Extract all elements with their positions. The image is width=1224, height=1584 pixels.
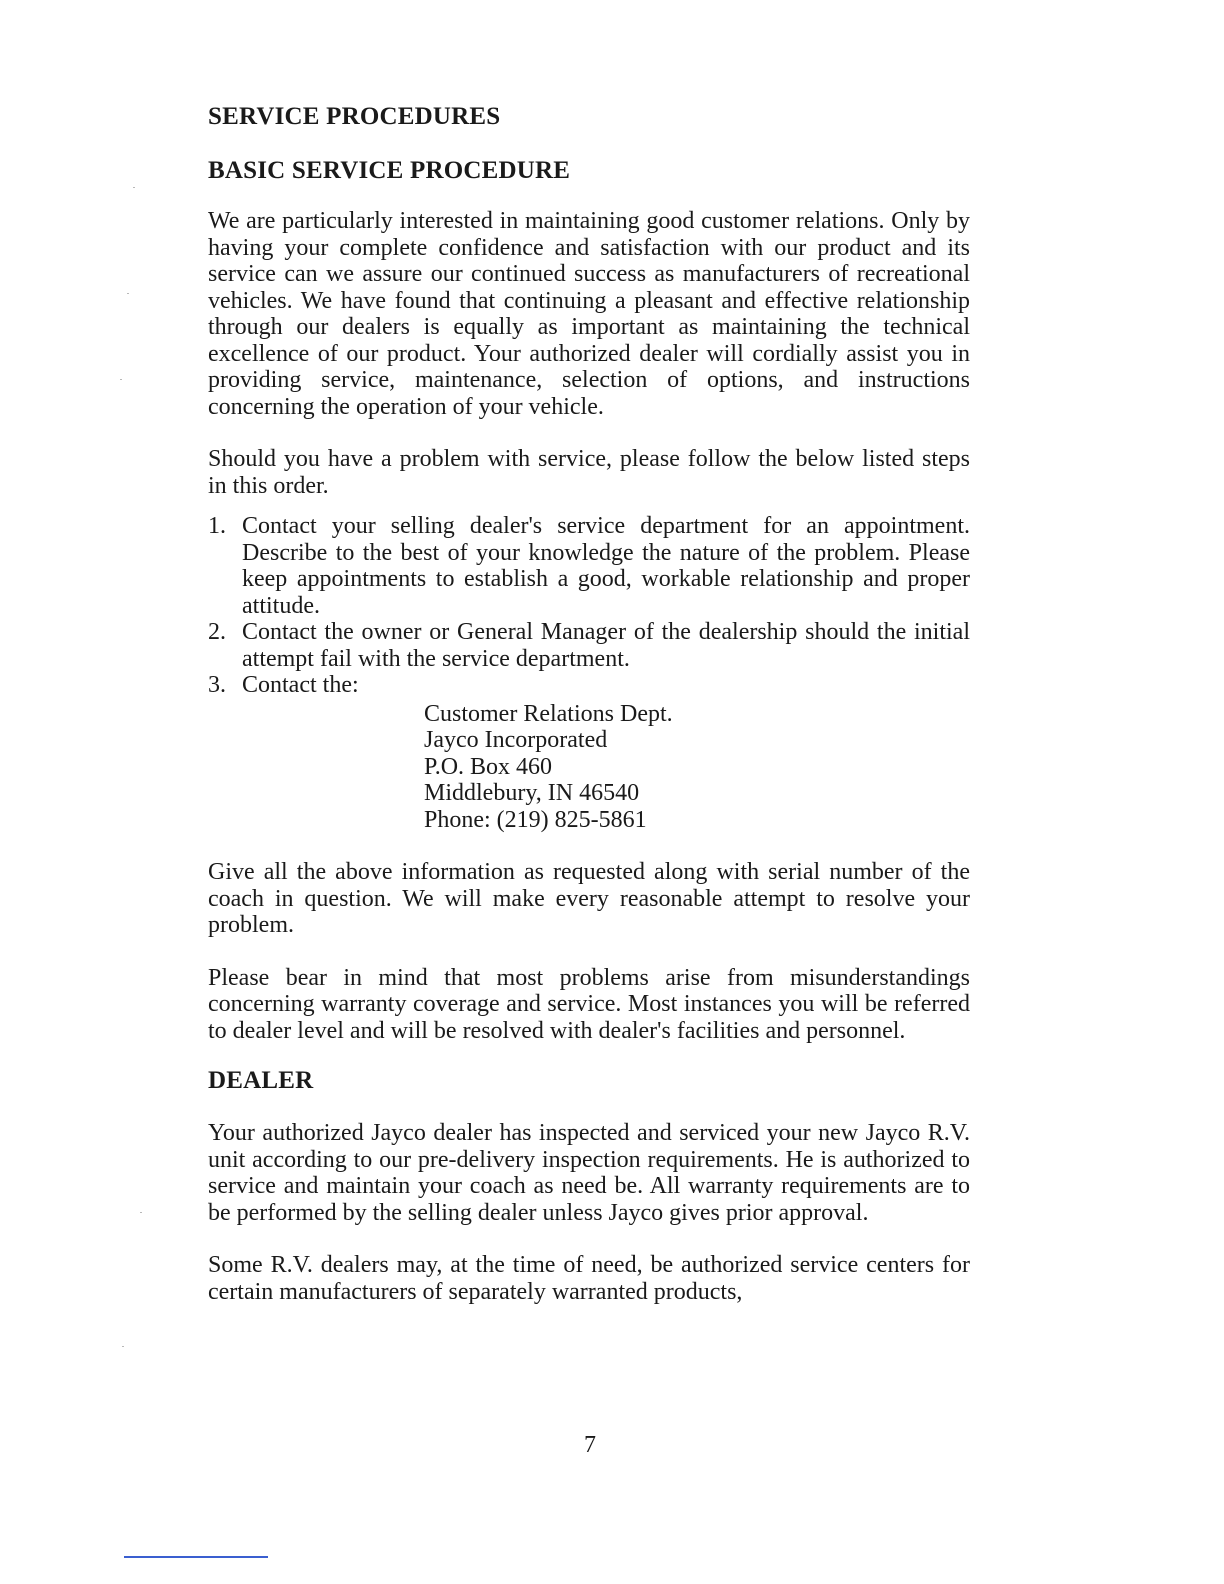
- step-text: Contact the owner or General Manager of the dealership should the initial attempt fail with the service department.: [242, 619, 970, 672]
- step-number: 3.: [208, 672, 226, 698]
- list-item: [208, 513, 970, 619]
- page-number: 7: [584, 1432, 596, 1458]
- footer-rule: [124, 1556, 268, 1558]
- address-city: Middlebury, IN 46540: [424, 780, 640, 806]
- scan-speck: [127, 293, 129, 294]
- note-paragraph: Please bear in mind that most problems arise from misunderstandings concerning warranty coverage and service. Most instances you will be referred to dealer level and will be resolved with dealer's facilities and personnel.: [208, 964, 970, 1044]
- basic-service-heading: BASIC SERVICE PROCEDURE: [208, 157, 571, 184]
- address-department: Customer Relations Dept.: [424, 700, 673, 727]
- document-page: [208, 102, 970, 1331]
- dealer-paragraph: Your authorized Jayco dealer has inspected and serviced your new Jayco R.V. unit according to our pre-delivery inspection requirements. He is authorized to service and maintain your coach as need be. All warranty requirements are to be performed by the selling dealer unless Jayco gives prior approval.: [208, 1120, 970, 1226]
- step-text: Contact the:: [242, 672, 359, 698]
- followup-paragraph: Give all the above information as requested along with serial number of the coach in question. We will make every reasonable attempt to resolve your problem.: [208, 859, 970, 938]
- step-text: Contact your selling dealer's service department for an appointment. Describe to the best of your knowledge the nature of the problem. Please keep appointments to establish a good, workable relationship and proper attitude.: [242, 513, 970, 619]
- address-phone: Phone: (219) 825-5861: [424, 806, 647, 833]
- step-number: 2.: [208, 619, 226, 645]
- service-steps-list: [208, 513, 970, 699]
- list-item: [208, 672, 970, 699]
- step-number: 1.: [208, 513, 226, 539]
- page-title: SERVICE PROCEDURES: [208, 103, 501, 130]
- address-po-box: P.O. Box 460: [424, 753, 553, 780]
- address-company: Jayco Incorporated: [424, 727, 608, 753]
- scan-speck: [133, 187, 135, 188]
- scan-speck: [140, 1212, 142, 1213]
- dealer-continued-paragraph: Some R.V. dealers may, at the time of need, be authorized service centers for certain manufacturers of separately warranted products,: [208, 1252, 970, 1305]
- scan-speck: [120, 379, 122, 380]
- intro-paragraph: We are particularly interested in maintaining good customer relations. Only by having your complete confidence and satisfaction with our product and its service can we assure our continued success as manufacturers of recreational vehicles. We have found that continuing a pleasant and effective relationship through our dealers is equally as important as maintaining the technical excellence of our product. Your authorized dealer will cordially assist you in providing service, maintenance, selection of options, and instructions concerning the operation of your vehicle.: [208, 208, 970, 420]
- steps-intro-paragraph: Should you have a problem with service, please follow the below listed steps in this order.: [208, 446, 970, 499]
- customer-relations-address: [424, 701, 970, 834]
- list-item: [208, 619, 970, 672]
- dealer-heading: DEALER: [208, 1067, 314, 1094]
- scan-speck: [122, 1346, 124, 1347]
